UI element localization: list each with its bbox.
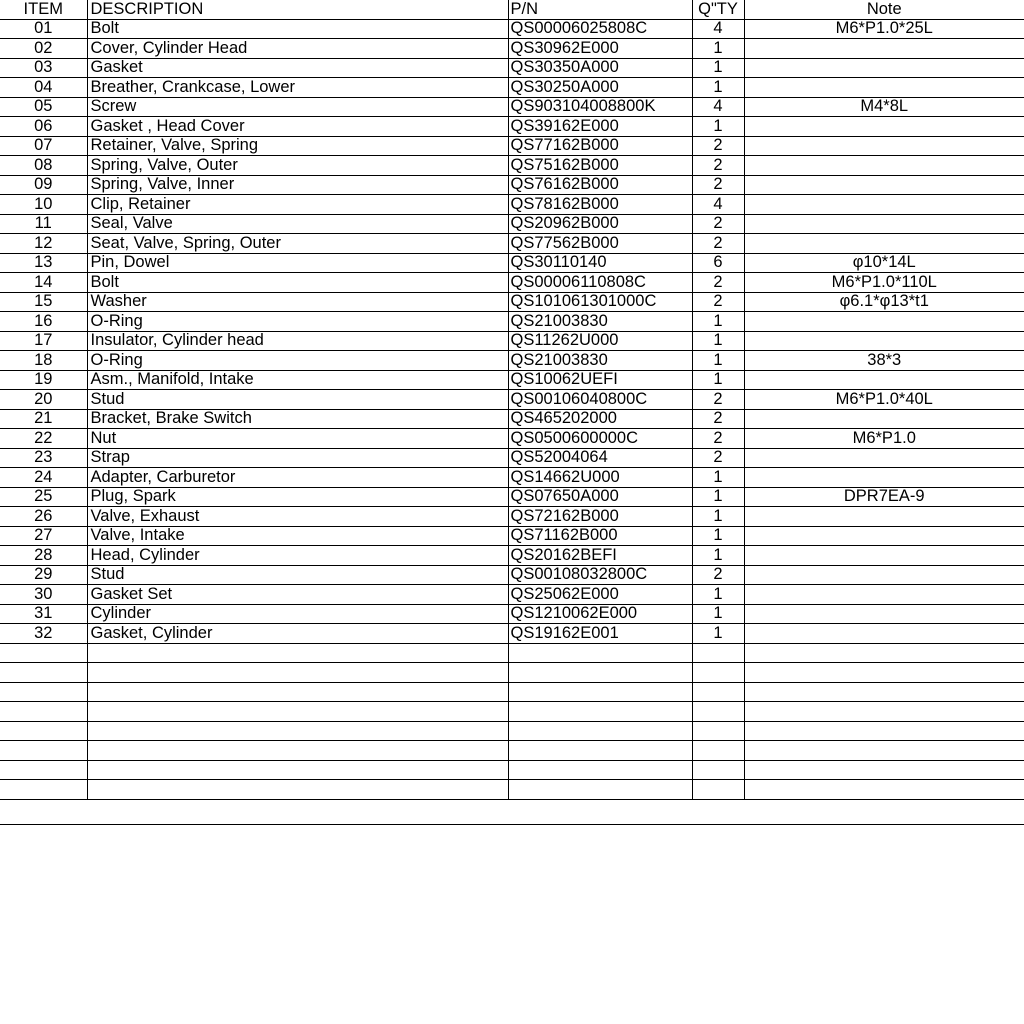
cell-quantity: 2 <box>692 448 744 468</box>
table-row <box>0 136 1024 156</box>
cell-part-number <box>508 663 692 683</box>
cell-quantity: 6 <box>692 253 744 273</box>
table-row <box>0 468 1024 488</box>
cell-part-number: QS00006110808C <box>508 273 692 293</box>
cell-note <box>744 117 1024 137</box>
cell-item: 27 <box>0 526 87 546</box>
header-quantity: Q"TY <box>692 0 744 19</box>
table-row <box>0 58 1024 78</box>
table-row <box>0 624 1024 644</box>
cell-description: Gasket , Head Cover <box>87 117 508 137</box>
cell-description: Screw <box>87 97 508 117</box>
cell-item: 26 <box>0 507 87 527</box>
cell-description: Head, Cylinder <box>87 546 508 566</box>
cell-description: Insulator, Cylinder head <box>87 331 508 351</box>
table-row <box>0 643 1024 663</box>
cell-quantity: 1 <box>692 624 744 644</box>
cell-description: Seal, Valve <box>87 214 508 234</box>
cell-quantity: 2 <box>692 292 744 312</box>
cell-description: Bracket, Brake Switch <box>87 409 508 429</box>
cell-quantity: 1 <box>692 370 744 390</box>
cell-description: Retainer, Valve, Spring <box>87 136 508 156</box>
table-row <box>0 546 1024 566</box>
cell-quantity: 1 <box>692 585 744 605</box>
cell-quantity: 1 <box>692 312 744 332</box>
cell-part-number: QS77162B000 <box>508 136 692 156</box>
cell-note <box>744 448 1024 468</box>
cell-item <box>0 643 87 663</box>
cell-note <box>744 721 1024 741</box>
cell-part-number: QS903104008800K <box>508 97 692 117</box>
cell-part-number: QS30962E000 <box>508 39 692 59</box>
cell-note <box>744 565 1024 585</box>
table-row <box>0 526 1024 546</box>
cell-item: 12 <box>0 234 87 254</box>
cell-quantity: 2 <box>692 136 744 156</box>
cell-description <box>87 663 508 683</box>
cell-description: Pin, Dowel <box>87 253 508 273</box>
cell-quantity: 2 <box>692 273 744 293</box>
table-row <box>0 351 1024 371</box>
cell-description: Spring, Valve, Inner <box>87 175 508 195</box>
cell-part-number: QS1210062E000 <box>508 604 692 624</box>
cell-description: Asm., Manifold, Intake <box>87 370 508 390</box>
cell-item <box>0 682 87 702</box>
table-row <box>0 370 1024 390</box>
table-row <box>0 214 1024 234</box>
cell-note: DPR7EA-9 <box>744 487 1024 507</box>
table-row <box>0 331 1024 351</box>
cell-quantity: 2 <box>692 409 744 429</box>
cell-item: 17 <box>0 331 87 351</box>
cell-note <box>744 604 1024 624</box>
table-row <box>0 780 1024 800</box>
table-row <box>0 39 1024 59</box>
cell-note <box>744 156 1024 176</box>
cell-note <box>744 780 1024 800</box>
cell-note <box>744 331 1024 351</box>
cell-item: 01 <box>0 19 87 39</box>
cell-description: Spring, Valve, Outer <box>87 156 508 176</box>
cell-item: 31 <box>0 604 87 624</box>
cell-part-number: QS14662U000 <box>508 468 692 488</box>
cell-part-number: QS30350A000 <box>508 58 692 78</box>
cell-item: 29 <box>0 565 87 585</box>
header-item: ITEM <box>0 0 87 19</box>
cell-description: Valve, Exhaust <box>87 507 508 527</box>
cell-item: 16 <box>0 312 87 332</box>
cell-item: 08 <box>0 156 87 176</box>
cell-note <box>744 370 1024 390</box>
cell-note <box>744 741 1024 761</box>
cell-note <box>744 136 1024 156</box>
header-note: Note <box>744 0 1024 19</box>
cell-quantity: 1 <box>692 468 744 488</box>
cell-note <box>744 624 1024 644</box>
table-row <box>0 156 1024 176</box>
cell-note <box>744 214 1024 234</box>
cell-note <box>744 195 1024 215</box>
table-row <box>0 390 1024 410</box>
cell-note <box>744 682 1024 702</box>
cell-description: Cylinder <box>87 604 508 624</box>
cell-quantity: 1 <box>692 351 744 371</box>
cell-part-number <box>508 682 692 702</box>
cell-item: 18 <box>0 351 87 371</box>
cell-quantity <box>692 663 744 683</box>
cell-description: Stud <box>87 390 508 410</box>
table-row <box>0 448 1024 468</box>
cell-description: Breather, Crankcase, Lower <box>87 78 508 98</box>
cell-description: Clip, Retainer <box>87 195 508 215</box>
table-row <box>0 234 1024 254</box>
cell-item: 30 <box>0 585 87 605</box>
cell-description: Strap <box>87 448 508 468</box>
header-part-number: P/N <box>508 0 692 19</box>
table-row <box>0 78 1024 98</box>
cell-note <box>744 58 1024 78</box>
cell-quantity: 2 <box>692 429 744 449</box>
cell-description: Nut <box>87 429 508 449</box>
cell-quantity: 1 <box>692 58 744 78</box>
cell-description: Stud <box>87 565 508 585</box>
cell-note <box>744 585 1024 605</box>
cell-description <box>87 643 508 663</box>
cell-quantity: 2 <box>692 565 744 585</box>
cell-note <box>744 39 1024 59</box>
cell-description <box>87 721 508 741</box>
table-row <box>0 253 1024 273</box>
cell-description: O-Ring <box>87 312 508 332</box>
cell-description <box>87 741 508 761</box>
cell-item: 19 <box>0 370 87 390</box>
cell-item <box>0 760 87 780</box>
table-row <box>0 604 1024 624</box>
cell-quantity: 1 <box>692 117 744 137</box>
cell-quantity: 2 <box>692 234 744 254</box>
cell-note <box>744 468 1024 488</box>
cell-note: M6*P1.0*40L <box>744 390 1024 410</box>
cell-part-number: QS77562B000 <box>508 234 692 254</box>
cell-quantity <box>692 780 744 800</box>
cell-part-number: QS00108032800C <box>508 565 692 585</box>
cell-quantity: 1 <box>692 526 744 546</box>
cell-part-number: QS07650A000 <box>508 487 692 507</box>
cell-part-number: QS20962B000 <box>508 214 692 234</box>
cell-quantity: 1 <box>692 507 744 527</box>
cell-description: Cover, Cylinder Head <box>87 39 508 59</box>
cell-item: 22 <box>0 429 87 449</box>
cell-part-number: QS52004064 <box>508 448 692 468</box>
cell-description <box>87 682 508 702</box>
cell-item: 21 <box>0 409 87 429</box>
cell-quantity: 4 <box>692 19 744 39</box>
cell-part-number: QS76162B000 <box>508 175 692 195</box>
cell-note <box>744 702 1024 722</box>
cell-item: 28 <box>0 546 87 566</box>
cell-note <box>744 175 1024 195</box>
table-row <box>0 565 1024 585</box>
cell-note <box>744 312 1024 332</box>
cell-item: 15 <box>0 292 87 312</box>
cell-note <box>744 643 1024 663</box>
table-row <box>0 702 1024 722</box>
cell-part-number: QS0500600000C <box>508 429 692 449</box>
cell-description <box>87 702 508 722</box>
cell-part-number: QS20162BEFI <box>508 546 692 566</box>
cell-item: 10 <box>0 195 87 215</box>
cell-note <box>744 526 1024 546</box>
table-row <box>0 760 1024 780</box>
cell-part-number: QS11262U000 <box>508 331 692 351</box>
cell-note <box>744 234 1024 254</box>
cell-quantity: 1 <box>692 546 744 566</box>
table-row <box>0 682 1024 702</box>
cell-description: Valve, Intake <box>87 526 508 546</box>
cell-note <box>744 78 1024 98</box>
cell-note <box>744 663 1024 683</box>
cell-part-number: QS21003830 <box>508 312 692 332</box>
table-row <box>0 292 1024 312</box>
cell-description <box>87 780 508 800</box>
cell-part-number: QS75162B000 <box>508 156 692 176</box>
cell-description: O-Ring <box>87 351 508 371</box>
cell-description: Adapter, Carburetor <box>87 468 508 488</box>
cell-quantity: 2 <box>692 390 744 410</box>
cell-item: 24 <box>0 468 87 488</box>
cell-description: Bolt <box>87 19 508 39</box>
table-row <box>0 195 1024 215</box>
cell-description: Gasket, Cylinder <box>87 624 508 644</box>
cell-note: φ10*14L <box>744 253 1024 273</box>
cell-item: 32 <box>0 624 87 644</box>
header-row <box>0 0 1024 19</box>
table-row <box>0 585 1024 605</box>
cell-part-number: QS00006025808C <box>508 19 692 39</box>
cell-item <box>0 741 87 761</box>
cell-note: M6*P1.0*110L <box>744 273 1024 293</box>
cell-quantity: 4 <box>692 195 744 215</box>
cell-quantity <box>692 721 744 741</box>
table-row <box>0 663 1024 683</box>
cell-item <box>0 702 87 722</box>
cell-item: 13 <box>0 253 87 273</box>
cell-part-number: QS30110140 <box>508 253 692 273</box>
cell-item: 09 <box>0 175 87 195</box>
cell-item: 07 <box>0 136 87 156</box>
cell-item: 14 <box>0 273 87 293</box>
cell-item <box>0 721 87 741</box>
cell-item: 02 <box>0 39 87 59</box>
cell-part-number: QS30250A000 <box>508 78 692 98</box>
cell-description: Plug, Spark <box>87 487 508 507</box>
cell-part-number: QS10062UEFI <box>508 370 692 390</box>
cell-part-number <box>508 721 692 741</box>
table-row <box>0 97 1024 117</box>
cell-description: Washer <box>87 292 508 312</box>
cell-quantity: 1 <box>692 604 744 624</box>
cell-quantity: 2 <box>692 156 744 176</box>
cell-item: 25 <box>0 487 87 507</box>
cell-description: Gasket <box>87 58 508 78</box>
cell-quantity: 1 <box>692 331 744 351</box>
bottom-divider-line <box>0 824 1024 825</box>
table-row <box>0 175 1024 195</box>
cell-note: M4*8L <box>744 97 1024 117</box>
cell-item: 20 <box>0 390 87 410</box>
cell-quantity <box>692 741 744 761</box>
cell-part-number <box>508 643 692 663</box>
table-row <box>0 19 1024 39</box>
cell-note <box>744 760 1024 780</box>
cell-quantity <box>692 682 744 702</box>
parts-table-body <box>0 19 1024 799</box>
cell-part-number: QS72162B000 <box>508 507 692 527</box>
cell-quantity: 2 <box>692 175 744 195</box>
cell-part-number: QS25062E000 <box>508 585 692 605</box>
cell-part-number: QS19162E001 <box>508 624 692 644</box>
cell-note <box>744 409 1024 429</box>
cell-item: 11 <box>0 214 87 234</box>
cell-part-number: QS78162B000 <box>508 195 692 215</box>
cell-part-number: QS71162B000 <box>508 526 692 546</box>
table-row <box>0 507 1024 527</box>
cell-quantity <box>692 702 744 722</box>
cell-part-number: QS00106040800C <box>508 390 692 410</box>
cell-quantity: 4 <box>692 97 744 117</box>
cell-item: 04 <box>0 78 87 98</box>
cell-part-number <box>508 780 692 800</box>
cell-part-number <box>508 702 692 722</box>
table-row <box>0 741 1024 761</box>
cell-quantity: 1 <box>692 78 744 98</box>
table-row <box>0 429 1024 449</box>
cell-description <box>87 760 508 780</box>
cell-item <box>0 663 87 683</box>
cell-quantity <box>692 643 744 663</box>
cell-quantity: 2 <box>692 214 744 234</box>
cell-quantity: 1 <box>692 487 744 507</box>
cell-part-number: QS39162E000 <box>508 117 692 137</box>
cell-part-number <box>508 760 692 780</box>
cell-part-number: QS101061301000C <box>508 292 692 312</box>
table-row <box>0 312 1024 332</box>
table-row <box>0 487 1024 507</box>
cell-description: Seat, Valve, Spring, Outer <box>87 234 508 254</box>
cell-note <box>744 507 1024 527</box>
cell-note <box>744 546 1024 566</box>
cell-note: φ6.1*φ13*t1 <box>744 292 1024 312</box>
cell-quantity <box>692 760 744 780</box>
cell-note: M6*P1.0 <box>744 429 1024 449</box>
cell-item: 03 <box>0 58 87 78</box>
cell-description: Bolt <box>87 273 508 293</box>
table-row <box>0 273 1024 293</box>
cell-quantity: 1 <box>692 39 744 59</box>
cell-item <box>0 780 87 800</box>
cell-item: 23 <box>0 448 87 468</box>
cell-part-number: QS465202000 <box>508 409 692 429</box>
table-row <box>0 409 1024 429</box>
cell-item: 06 <box>0 117 87 137</box>
header-description: DESCRIPTION <box>87 0 508 19</box>
table-row <box>0 117 1024 137</box>
cell-part-number <box>508 741 692 761</box>
cell-note: 38*3 <box>744 351 1024 371</box>
cell-item: 05 <box>0 97 87 117</box>
cell-description: Gasket Set <box>87 585 508 605</box>
cell-part-number: QS21003830 <box>508 351 692 371</box>
cell-note: M6*P1.0*25L <box>744 19 1024 39</box>
table-row <box>0 721 1024 741</box>
